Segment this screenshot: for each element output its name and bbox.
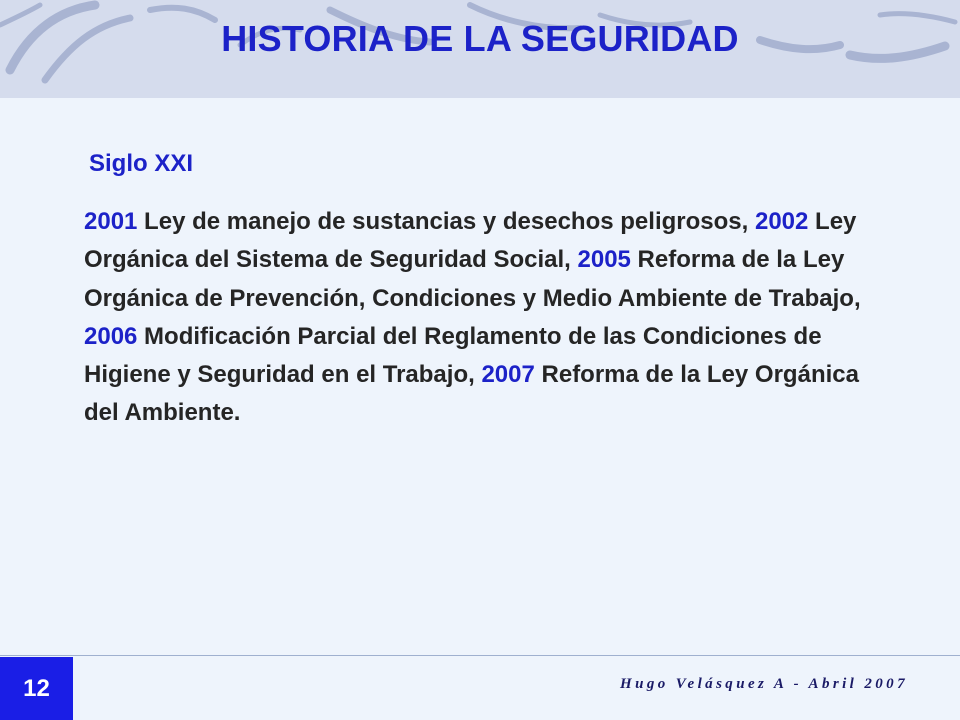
page-number: 12 <box>23 674 50 702</box>
year-2006: 2006 <box>84 322 138 350</box>
body-text-2002: Ley Orgánica del Sistema de Seguridad Social, <box>84 208 857 274</box>
year-2002: 2002 <box>754 208 809 235</box>
footer-credit: Hugo Velásquez A - Abril 2007 <box>620 676 908 692</box>
body-text-2007: Reforma de la Ley Orgánica del Ambiente. <box>84 361 859 427</box>
body-text-2001: Ley de manejo de sustancias y desechos peligrosos, <box>137 208 755 235</box>
year-2007: 2007 <box>481 361 535 389</box>
slide-subtitle: Siglo XXI <box>89 150 194 177</box>
body-text-2006: Modificación Parcial del Reglamento de las Condiciones de Higiene y Seguridad en el Trabajo, <box>84 322 822 389</box>
body-paragraph <box>84 203 884 433</box>
year-2001: 2001 <box>84 208 138 235</box>
footer-divider <box>0 655 960 656</box>
year-2005: 2005 <box>577 246 631 274</box>
page-number-box <box>0 657 73 720</box>
slide-title: HISTORIA DE LA SEGURIDAD <box>221 18 739 59</box>
body-text-2005: Reforma de la Ley Orgánica de Prevención, Condiciones y Medio Ambiente de Trabajo, <box>84 246 861 312</box>
